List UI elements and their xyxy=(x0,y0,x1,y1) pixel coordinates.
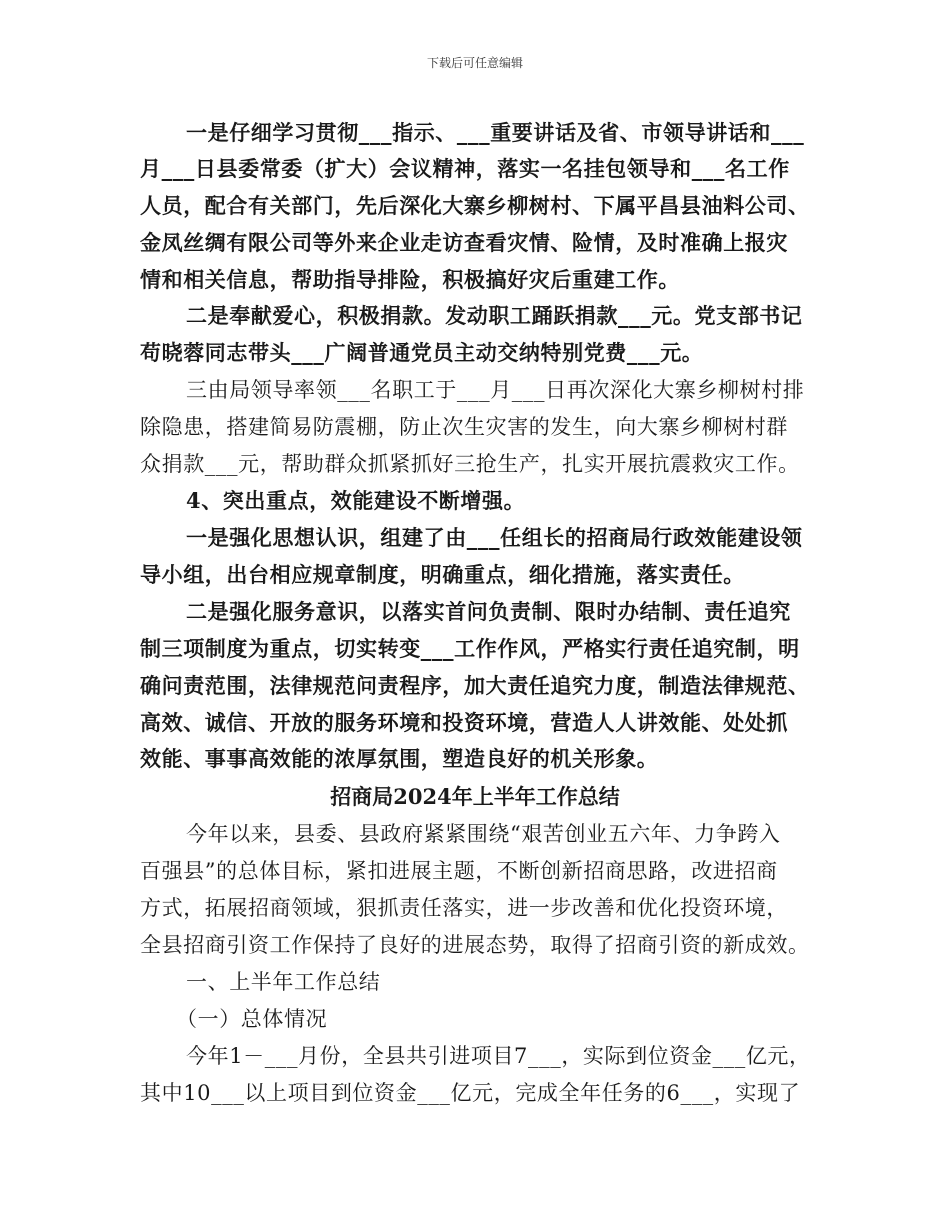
paragraph-line: 今年以来，县委、县政府紧紧围绕“艰苦创业五六年、力争跨入 xyxy=(186,822,781,846)
paragraph-line: 一是仔细学习贯彻___指示、___重要讲话及省、市领导讲话和___ xyxy=(186,120,805,145)
paragraph-line: 确问责范围，法律规范问责程序，加大责任追究力度，制造法律规范、 xyxy=(140,673,810,698)
page-header: 下载后可任意编辑 xyxy=(426,56,523,70)
section-heading: 4、突出重点，效能建设不断增强。 xyxy=(186,488,526,513)
paragraph-line: 金凤丝绸有限公司等外来企业走访查看灾情、险情，及时准确上报灾 xyxy=(140,230,788,255)
paragraph-line: 全县招商引资工作保持了良好的进展态势，取得了招商引资的新成效。 xyxy=(140,933,810,957)
paragraph-line: 众捐款___元，帮助群众抓紧抓好三抢生产，扎实开展抗震救灾工作。 xyxy=(140,452,800,476)
paragraph-line: 今年1－___月份，全县共引进项目7___，实际到位资金___亿元， xyxy=(186,1044,811,1068)
section-heading: 一、上半年工作总结 xyxy=(186,970,381,994)
paragraph-line: 百强县”的总体目标，紧扣进展主题，不断创新招商思路，改进招商 xyxy=(140,859,778,883)
subsection-heading: （一）总体情况 xyxy=(176,1007,328,1031)
paragraph-line: 除隐患，搭建简易防震棚，防止次生灾害的发生，向大寨乡柳树村群 xyxy=(140,415,788,439)
paragraph-line: 效能、事事高效能的浓厚氛围，塑造良好的机关形象。 xyxy=(140,746,659,771)
paragraph-line: 三由局领导率领___名职工于___月___日再次深化大寨乡柳树村排 xyxy=(186,378,805,402)
paragraph-line: 二是奉献爱心，积极捐款。发动职工踊跃捐款___元。党支部书记 xyxy=(186,303,803,328)
paragraph-line: 月___日县委常委（扩大）会议精神，落实一名挂包领导和___名工作 xyxy=(140,156,790,181)
paragraph-line: 人员，配合有关部门，先后深化大寨乡柳树村、下属平昌县油料公司、 xyxy=(140,193,810,218)
paragraph-line: 导小组，出台相应规章制度，明确重点，细化措施，落实责任。 xyxy=(140,562,745,587)
paragraph-line: 制三项制度为重点，切实转变___工作作风，严格实行责任追究制，明 xyxy=(140,636,800,661)
paragraph-line: 情和相关信息，帮助指导排险，积极搞好灾后重建工作。 xyxy=(140,267,680,292)
paragraph-line: 苟晓蓉同志带头___广阔普通党员主动交纳特别党费___元。 xyxy=(140,340,704,365)
document-title: 招商局2024年上半年工作总结 xyxy=(330,784,620,809)
paragraph-line: 其中10___以上项目到位资金___亿元，完成全年任务的6___，实现了 xyxy=(140,1081,801,1105)
paragraph-line: 方式，拓展招商领域，狠抓责任落实，进一步改善和优化投资环境， xyxy=(140,896,788,920)
paragraph-line: 二是强化服务意识，以落实首问负责制、限时办结制、责任追究 xyxy=(186,599,791,624)
paragraph-line: 一是强化思想认识，组建了由___任组长的招商局行政效能建设领 xyxy=(186,525,803,550)
paragraph-line: 高效、诚信、开放的服务环境和投资环境，营造人人讲效能、处处抓 xyxy=(140,710,788,735)
